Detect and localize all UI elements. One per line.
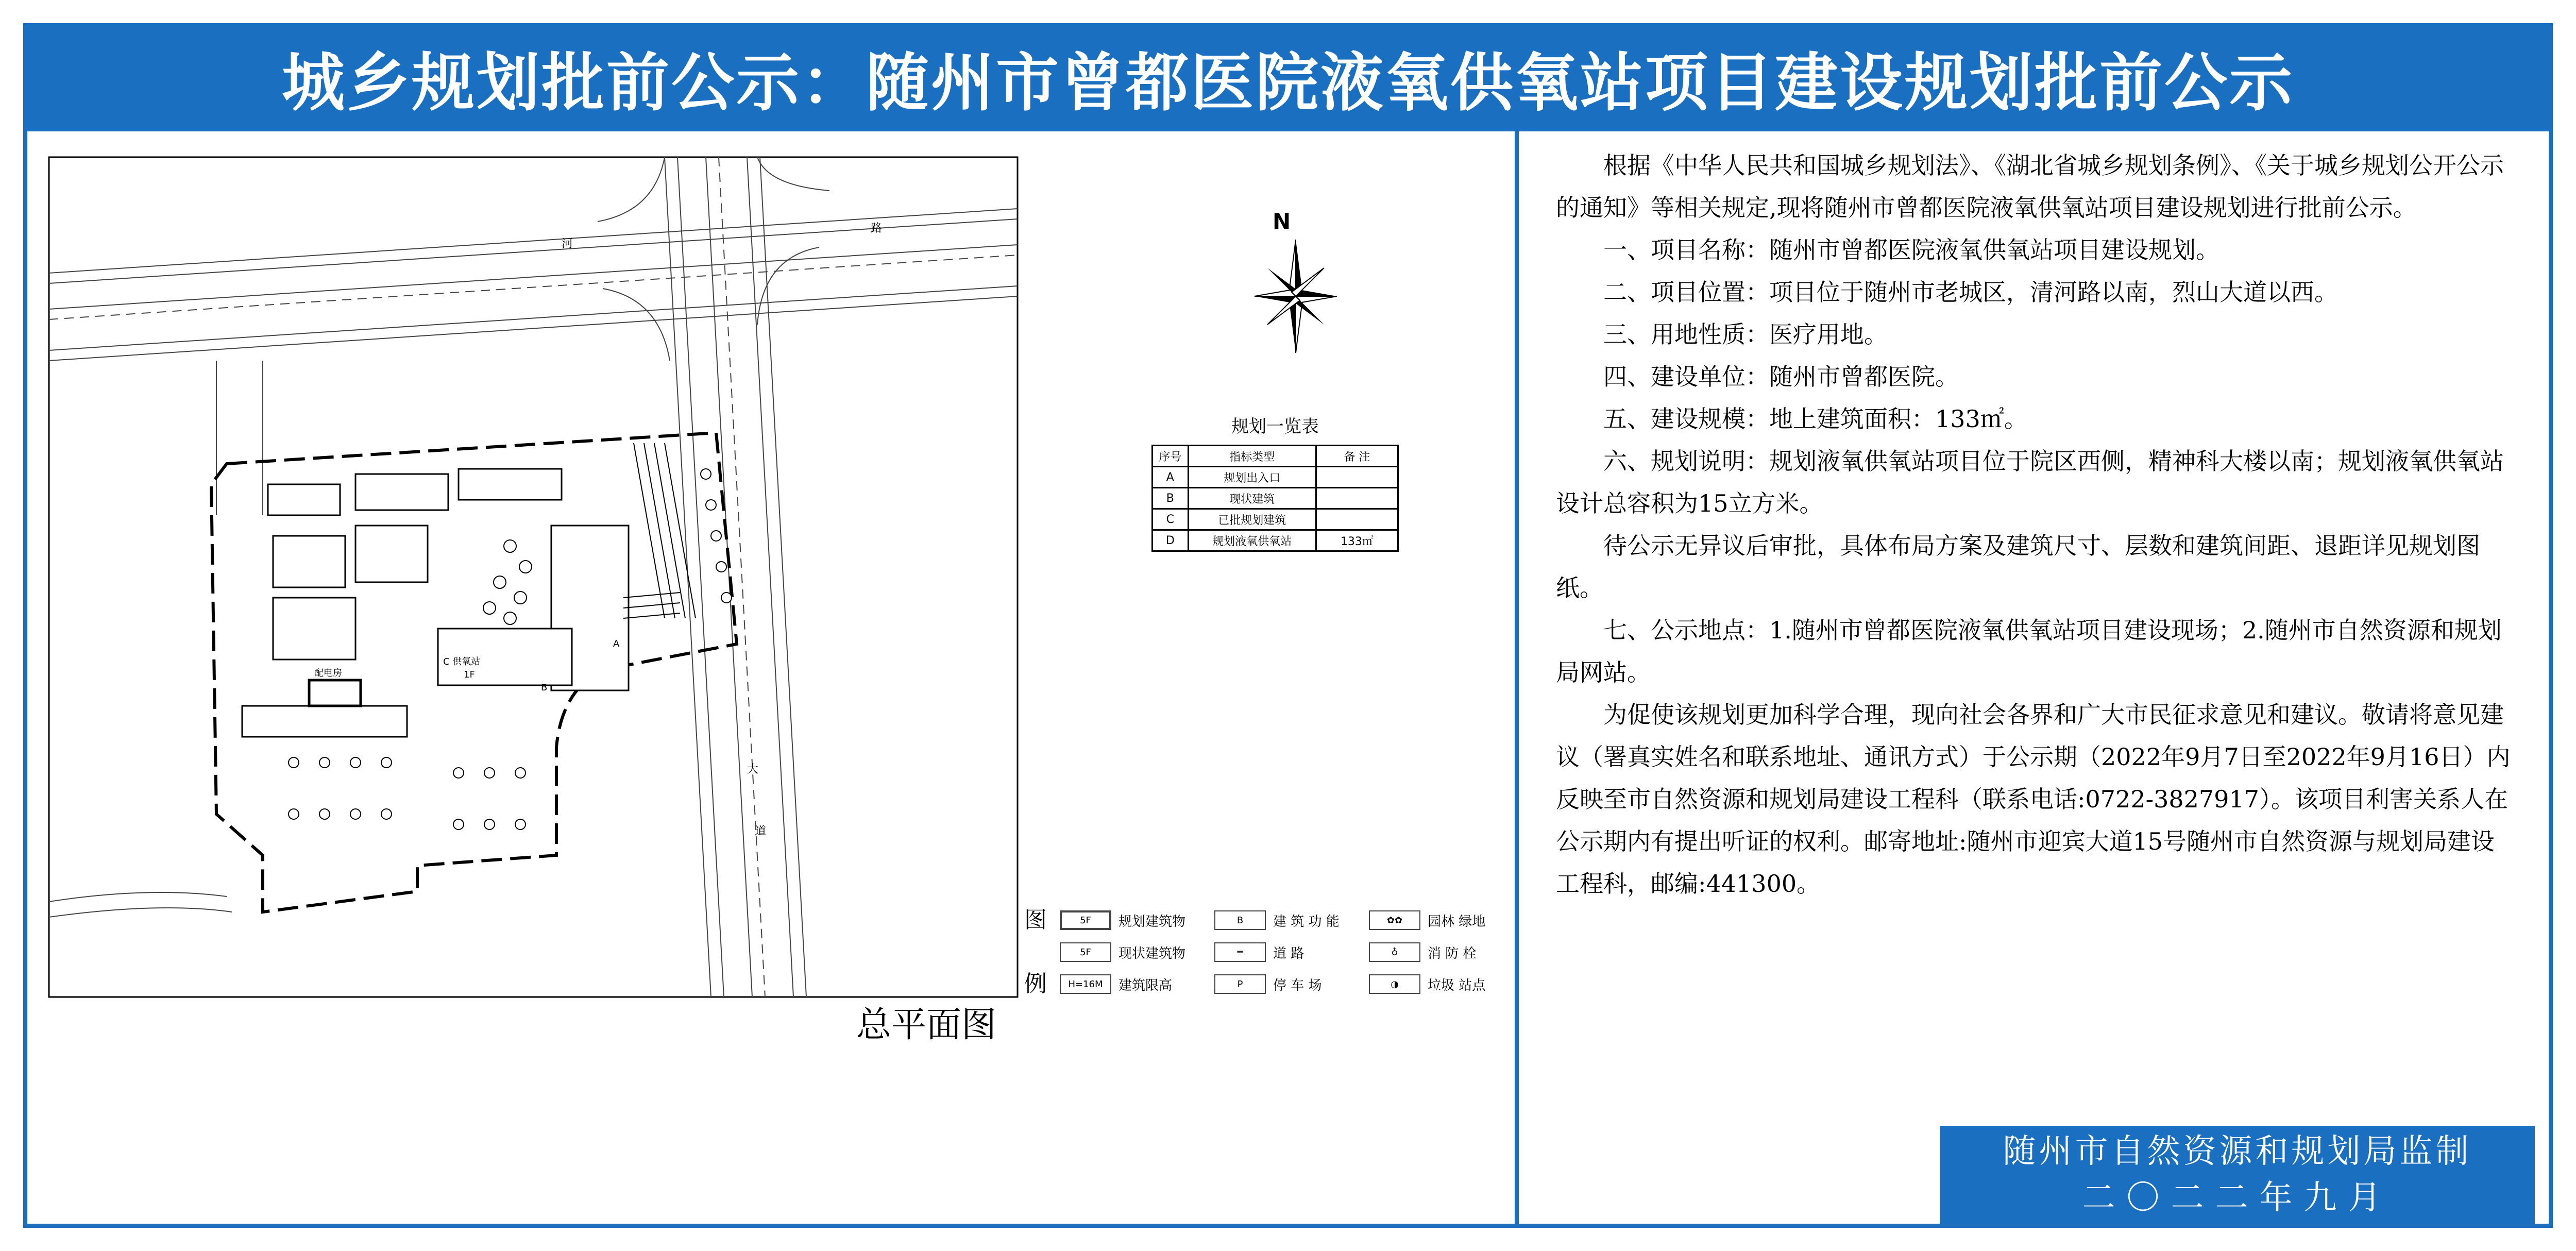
fire-hydrant-icon: ♁ (1369, 942, 1420, 962)
legend-item (1060, 936, 1214, 968)
notice-paragraph: 根据《中华人民共和国城乡规划法》、《湖北省城乡规划条例》、《关于城乡规划公开公示的通知》等相关规定,现将随州市曾都医院液氧供氧站项目建设规划进行批前公示。 (1556, 151, 2504, 222)
legend-item (1369, 936, 1523, 968)
legend-title (1023, 904, 1048, 1000)
map-label: A (613, 638, 620, 649)
table-cell: 规划液氧供氧站 (1188, 530, 1316, 551)
notice-text (1556, 144, 2514, 905)
notice-paragraph: 四、建设单位：随州市曾都医院。 (1603, 363, 1959, 391)
road-label: 路 (871, 222, 883, 235)
table-cell: C (1153, 509, 1189, 530)
north-label: N (1273, 209, 1291, 234)
page-title: 城乡规划批前公示：随州市曾都医院液氧供氧站项目建设规划批前公示 (282, 46, 2294, 120)
plan-table-wrap (1151, 412, 1399, 552)
legend-item (1369, 904, 1523, 936)
legend (1023, 904, 1507, 997)
notice-paragraph: 七、公示地点：1.随州市曾都医院液氧供氧站项目建设现场；2.随州市自然资源和规划局网站。 (1556, 616, 2502, 686)
road-label: 大 (747, 763, 759, 776)
table-row (1153, 509, 1398, 530)
table-header-cell: 备 注 (1316, 446, 1398, 467)
issuer-footer (1940, 1126, 2535, 1224)
table-cell: B (1153, 488, 1189, 509)
legend-label: 建 筑 功 能 (1273, 914, 1340, 929)
legend-label: 停 车 场 (1273, 977, 1322, 993)
north-arrow-icon (1247, 209, 1345, 358)
table-cell: 现状建筑 (1188, 488, 1316, 509)
building-function-icon: B (1214, 910, 1266, 930)
legend-item (1369, 968, 1523, 1000)
notice-paragraph: 二、项目位置：项目位于随州市老城区，清河路以南，烈山大道以西。 (1603, 278, 2338, 306)
table-row (1153, 467, 1398, 488)
map-label: C 供氧站 (443, 656, 481, 667)
table-row (1153, 488, 1398, 509)
planned-building-icon: 5F (1060, 910, 1111, 930)
notice-paragraph: 待公示无异议后审批，具体布局方案及建筑尺寸、层数和建筑间距、退距详见规划图纸。 (1556, 532, 2480, 602)
table-cell: A (1153, 467, 1189, 488)
parking-icon: P (1214, 974, 1266, 994)
table-header-cell: 指标类型 (1188, 446, 1316, 467)
legend-item (1214, 904, 1369, 936)
garbage-station-icon: ◑ (1369, 974, 1420, 994)
table-cell: D (1153, 530, 1189, 551)
notice-paragraph: 三、用地性质：医疗用地。 (1603, 320, 1888, 348)
site-plan (46, 155, 1025, 1005)
issuer-name: 随州市自然资源和规划局监制 (2003, 1132, 2472, 1171)
plan-table-header (1153, 446, 1398, 467)
notice-paragraph: 一、项目名称：随州市曾都医院液氧供氧站项目建设规划。 (1603, 236, 2219, 264)
legend-label: 建筑限高 (1118, 977, 1173, 993)
notice-paragraph: 五、建设规模：地上建筑面积：133㎡。 (1603, 405, 2028, 433)
legend-item (1060, 968, 1214, 1000)
legend-label: 道 路 (1273, 945, 1304, 961)
notice-paragraph: 六、规划说明：规划液氧供氧站项目位于院区西侧，精神科大楼以南；规划液氧供氧站设计总容积为15立方米。 (1556, 447, 2504, 517)
table-row (1153, 530, 1398, 551)
legend-title-top: 图 (1024, 907, 1047, 933)
table-cell: 已批规划建筑 (1188, 509, 1316, 530)
table-header-cell: 序号 (1153, 446, 1189, 467)
table-cell (1316, 488, 1398, 509)
legend-item (1214, 968, 1369, 1000)
issue-date: 二〇二二年九月 (2082, 1179, 2393, 1217)
site-plan-drawing (46, 155, 1025, 1005)
road-label: 道 (755, 825, 767, 838)
map-label: 1F (464, 669, 475, 680)
legend-grid (1060, 904, 1523, 1000)
site-plan-title: 总平面图 (856, 1005, 997, 1045)
notice-paragraph: 为促使该规划更加科学合理，现向社会各界和广大市民征求意见和建议。敬请将意见建议（署真实姓名和联系地址、通讯方式）于公示期（2022年9月7日至2022年9月16日）内反映至市自然资源和规划局建设工程科（联系电话:0722-3827917）。该项目利害关系人在公示期内有提出听证的权利。邮寄地址:随州市迎宾大道15号随州市自然资源与规划局建设工程科，邮编:441300。 (1556, 701, 2511, 898)
legend-title-bottom: 例 (1024, 971, 1047, 997)
table-cell (1316, 467, 1398, 488)
legend-label: 规划建筑物 (1118, 914, 1186, 929)
road-label: 河 (562, 238, 573, 250)
legend-item (1214, 936, 1369, 968)
page-header (23, 23, 2553, 131)
table-cell: 133㎡ (1316, 530, 1398, 551)
green-space-icon: ✿✿ (1369, 910, 1420, 930)
plan-table (1151, 445, 1399, 552)
legend-label: 园林 绿地 (1428, 914, 1486, 929)
legend-label: 垃圾 站点 (1428, 977, 1486, 993)
legend-label: 消 防 栓 (1428, 945, 1477, 961)
legend-item (1060, 904, 1214, 936)
road-icon: ═ (1214, 942, 1266, 962)
vertical-divider (1515, 131, 1519, 1228)
height-limit-icon: H=16M (1060, 974, 1111, 994)
map-label: B (541, 682, 548, 693)
existing-building-icon: 5F (1060, 942, 1111, 962)
plan-table-title: 规划一览表 (1231, 416, 1319, 437)
table-cell: 规划出入口 (1188, 467, 1316, 488)
map-label: 配电房 (314, 668, 342, 679)
legend-label: 现状建筑物 (1118, 945, 1186, 961)
table-cell (1316, 509, 1398, 530)
